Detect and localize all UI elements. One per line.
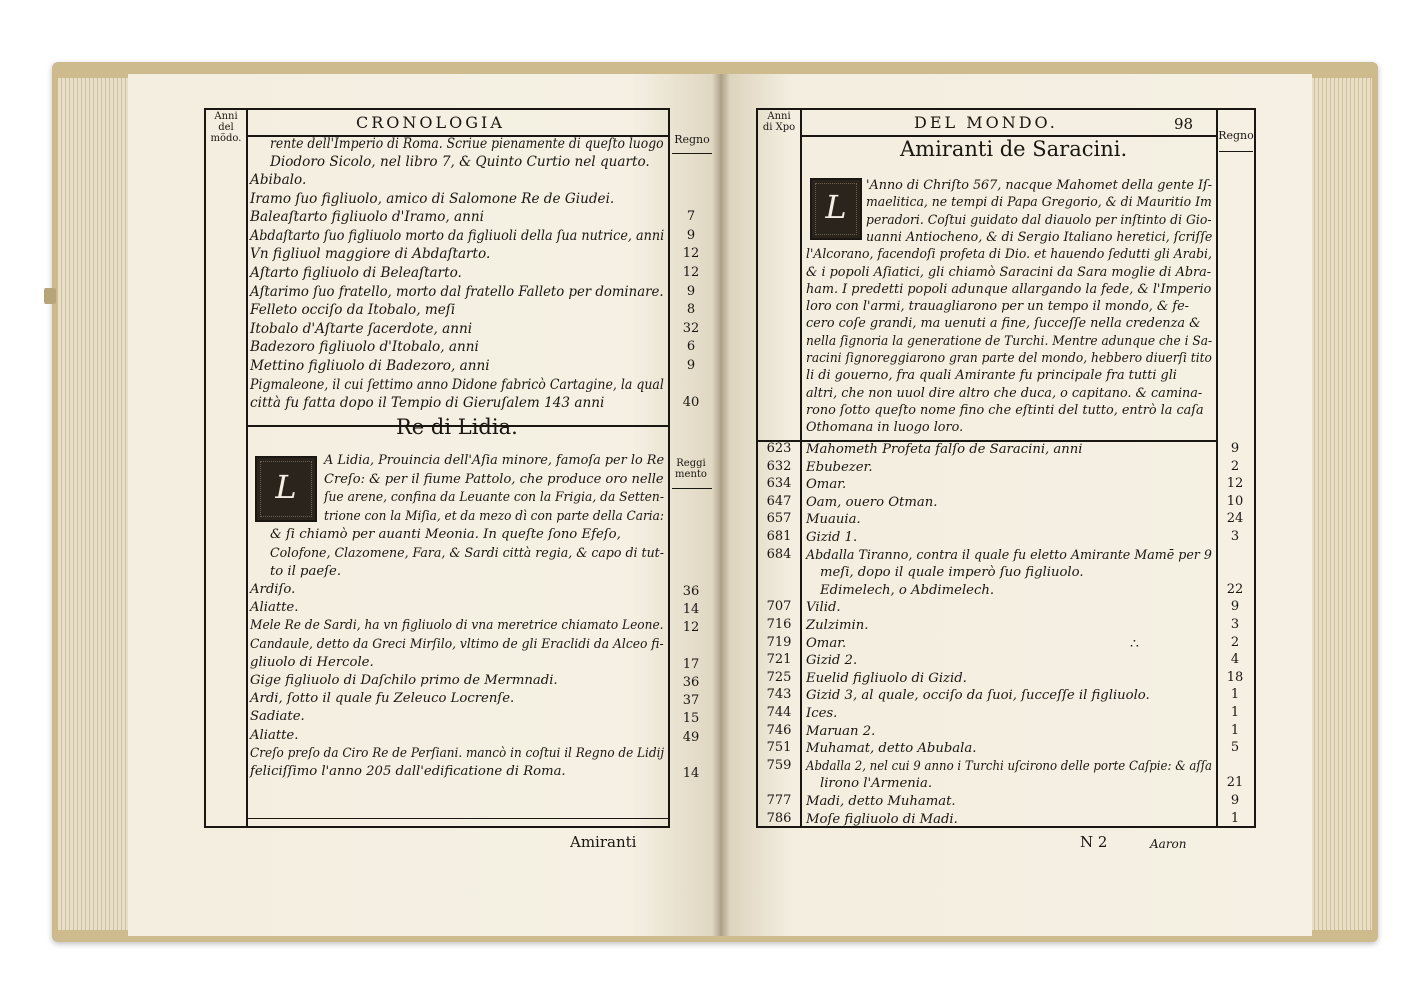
right-section-title: Amiranti de Saracini. — [900, 137, 1128, 161]
left-section-title: Re di Lidia. — [396, 415, 518, 439]
right-entry-value: 2 — [1230, 458, 1240, 474]
book-clasp — [44, 288, 56, 304]
right-paragraph-line: cero coſe grandi, ma uenuti a fine, ſucceſſe nella credenza & — [806, 316, 1201, 332]
right-top-rule — [756, 108, 1256, 110]
right-paragraph-line: li di gouerno, fra quali Amirante fu principale fra tutti gli — [806, 368, 1177, 384]
left-entry-text: Vn figliuol maggiore di Abdaſtarto. — [250, 246, 491, 263]
left-entry-text: Aſtarimo ſuo fratello, morto dal fratello Falleto per dominare. — [250, 283, 664, 300]
right-paragraph-line: & i popoli Aſiatici, gli chiamò Saracini da Sara moglie di Abra- — [806, 264, 1212, 280]
right-entry-text: lirono l'Armenia. — [820, 776, 933, 792]
right-entry-value: 2 — [1230, 634, 1240, 650]
left-paragraph-line: Colofone, Clazomene, Fara, & Sardi città regia, & capo di tut- — [270, 545, 664, 561]
left-bottom-rule-inner — [246, 818, 670, 819]
left-entry-value: 14 — [682, 766, 700, 781]
left-running-title: CRONOLOGIA — [356, 113, 505, 132]
right-entry-value: 9 — [1230, 793, 1240, 808]
left-entry-text: Mettino figliuolo di Badezoro, anni — [250, 358, 490, 374]
left-col-regno: Regno — [674, 133, 710, 146]
right-entry-text: Ebubezer. — [806, 459, 873, 475]
right-entry-year: 746 — [766, 722, 792, 738]
right-entry-year: 647 — [766, 493, 792, 509]
left-outer-rule — [204, 108, 206, 828]
right-paragraph-line: 'Anno di Chriſto 567, nacque Mahomet della gente Iſ- — [866, 178, 1213, 193]
left-entry-value: 9 — [686, 358, 696, 373]
right-page-number: 98 — [1174, 115, 1194, 133]
left-entry-value: 9 — [686, 227, 696, 243]
right-entry-text: Gizid 3, al quale, occiſo da ſuoi, ſucceſſe il figliuolo. — [806, 688, 1150, 704]
left-entry-value: 17 — [682, 656, 700, 672]
left-intro-line: rente dell'Imperio di Roma. Scriue pienamente di queſto luogo — [270, 136, 664, 152]
right-entry-text: Mahometh Profeta falſo de Saracini, anni — [806, 442, 1083, 457]
left-entry-text: Ardi, ſotto il quale fu Zeleuco Locrenſe. — [250, 691, 515, 707]
left-entry-text: Gige figliuolo di Daſchilo primo de Mermnadi. — [250, 673, 558, 688]
left-entry-text: Abibalo. — [250, 172, 307, 188]
left-entry-value: 6 — [686, 339, 696, 355]
left-entry-value: 12 — [682, 265, 700, 280]
right-entry-year: 681 — [766, 529, 792, 544]
right-margin-rule — [800, 108, 802, 828]
right-entry-year: 623 — [766, 441, 792, 456]
left-entry-text: Aliatte. — [250, 727, 299, 743]
left-entry-text: città fu fatta dopo il Tempio di Gieruſalem 143 anni — [250, 395, 605, 412]
right-entry-text: Zulzimin. — [806, 618, 869, 633]
ornament-dots: ∴ — [1130, 636, 1139, 652]
left-intro-line: Diodoro Sicolo, nel libro 7, & Quinto Curtio nel quarto. — [270, 154, 650, 170]
left-entry-text: Itobalo d'Aſtarte ſacerdote, anni — [250, 320, 473, 337]
page-edges-left — [58, 78, 128, 930]
right-entry-value: 5 — [1230, 740, 1240, 756]
left-paragraph-line: to il paeſe. — [270, 564, 342, 579]
right-entry-value: 18 — [1226, 669, 1244, 685]
right-paragraph-line: uanni Antiocheno, & di Sergio Italiano heretici, ſcriſſe — [866, 229, 1213, 245]
right-entry-year: 707 — [766, 599, 792, 615]
right-entry-text: Abdalla Tiranno, contra il quale fu eletto Amirante Mamē per 9 — [806, 547, 1212, 563]
right-entry-value: 9 — [1230, 441, 1240, 456]
left-entry-value: 12 — [682, 246, 700, 262]
right-entry-text: Ices. — [806, 706, 838, 721]
left-paragraph-line: & ſi chiamò per auanti Meonia. In queſte ſono Efeſo, — [270, 527, 621, 542]
left-paragraph-line: Creſo: & per il fiume Pattolo, che produce oro nelle — [324, 471, 664, 487]
left-entry-value: 36 — [682, 584, 700, 599]
right-col-regno-rule — [1219, 151, 1253, 152]
right-entry-year: 632 — [766, 458, 792, 474]
right-paragraph-line: maelitica, ne tempi di Papa Gregorio, & di Mauritio Im — [866, 195, 1212, 211]
left-entry-value: 32 — [682, 320, 700, 336]
right-paragraph-line: racini ſignoreggiarono gran parte del mondo, hebbero diuerſi tito — [806, 351, 1212, 366]
left-catchword: Amiranti — [570, 833, 637, 851]
right-entry-value: 1 — [1230, 810, 1240, 826]
right-entry-year: 716 — [766, 617, 792, 632]
left-paragraph-line: trione con la Miſia, et da mezo dì con parte della Caria: — [324, 508, 664, 524]
right-paragraph-line: peradori. Coſtui guidato dal diauolo per inſtinto di Gio- — [866, 212, 1212, 228]
right-entry-value: 24 — [1226, 511, 1244, 527]
right-entry-year: 743 — [766, 687, 792, 703]
right-paragraph-line: rono ſotto queſto nome fino che eſtinti del tutto, entrò la caſa — [806, 402, 1204, 418]
right-entry-text: meſi, dopo il quale imperò ſuo figliuolo. — [820, 565, 1084, 581]
right-entry-text: Moſe figliuolo di Madi. — [806, 811, 958, 827]
left-entry-text: Mele Re de Sardi, ha vn figliuolo di vna meretrice chiamato Leone. — [250, 618, 664, 634]
left-entry-text: Pigmaleone, il cui ſettimo anno Didone fabricò Cartagine, la qual — [250, 376, 664, 393]
right-running-title: DEL MONDO. — [914, 113, 1058, 132]
right-entry-value: 9 — [1230, 599, 1240, 615]
book-gutter — [712, 74, 730, 936]
right-entry-text: Omar. — [806, 477, 847, 493]
right-entry-text: Muauia. — [806, 512, 861, 528]
right-entry-year: 634 — [766, 476, 792, 492]
right-entry-text: Madi, detto Muhamat. — [806, 794, 956, 809]
left-entry-text: Iramo ſuo figliuolo, amico di Salomone Re de Giudei. — [250, 190, 615, 207]
left-entry-value: 9 — [686, 283, 696, 299]
right-entry-value: 21 — [1226, 775, 1244, 791]
right-entry-year: 684 — [766, 546, 792, 562]
left-entry-text: Abdaſtarto ſuo figliuolo morto da figliuoli della ſua nutrice, anni — [250, 227, 665, 244]
left-entry-text: Ardiſo. — [250, 582, 296, 597]
right-outer-rule — [756, 108, 758, 828]
right-entry-value: 12 — [1226, 476, 1244, 492]
right-entry-value: 3 — [1230, 617, 1240, 632]
right-entry-year: 777 — [766, 793, 792, 808]
right-paragraph-line: loro con l'armi, trauagliarono per un tempo il mondo, & fe- — [806, 299, 1189, 315]
right-entry-text: Omar. — [806, 635, 847, 651]
right-col-regno: Regno — [1218, 129, 1254, 142]
right-entry-text: Abdalla 2, nel cui 9 anno i Turchi uſcirono delle porte Caſpie: & aſſa — [806, 758, 1213, 774]
right-entry-year: 657 — [766, 511, 792, 527]
right-entry-value: 3 — [1230, 529, 1240, 544]
left-margin-rule — [246, 108, 248, 828]
left-paragraph-line: ſue arene, confina da Leuante con la Frigia, da Setten- — [324, 490, 664, 505]
right-margin-header: Anni di Xpo — [762, 111, 796, 133]
right-entry-year: 744 — [766, 705, 792, 720]
left-entry-text: gliuolo di Hercole. — [250, 654, 374, 670]
right-entry-value: 10 — [1226, 493, 1244, 509]
left-drop-cap: L — [255, 456, 317, 522]
right-paragraph-line: nella ſignoria la generatione de Turchi. Mentre adunque che i Sa- — [806, 333, 1213, 349]
left-col-reggimento: Reggi mento — [675, 458, 707, 480]
right-entry-value: 1 — [1230, 722, 1240, 738]
right-entry-text: Oam, ouero Otman. — [806, 494, 938, 510]
left-entry-text: Creſo preſo da Ciro Re de Perſiani. mancò in coſtui il Regno de Lidij — [250, 745, 665, 761]
right-paragraph-line: ham. I predetti popoli adunque allargando la fede, & l'Imperio — [806, 281, 1212, 297]
right-catchword: Aaron — [1150, 837, 1187, 851]
right-paragraph-line: l'Alcorano, facendoſi profeta di Dio. et hauendo ſedutti gli Arabi, — [806, 247, 1212, 263]
left-paragraph-line: A Lidia, Prouincia dell'Aſia minore, famoſa per lo Re — [324, 453, 665, 468]
right-paragraph-line: altri, che non uuol dire altro che duca, o capitano. & camina- — [806, 385, 1203, 401]
right-entry-year: 719 — [766, 634, 792, 650]
right-entry-value: 22 — [1226, 581, 1244, 597]
left-entry-value: 49 — [682, 729, 700, 745]
right-entry-year: 725 — [766, 669, 792, 685]
right-entry-value: 4 — [1230, 652, 1240, 668]
left-entry-text: Aſtarto figliuolo di Beleaſtarto. — [250, 265, 462, 281]
right-drop-cap: L — [810, 178, 862, 240]
right-entry-text: Gizid 2. — [806, 653, 858, 669]
right-entry-year: 759 — [766, 757, 792, 773]
left-entry-value: 40 — [682, 395, 700, 411]
left-entry-text: Felleto occiſo da Itobalo, meſi — [250, 302, 456, 319]
right-signature: N 2 — [1080, 833, 1108, 851]
left-bottom-rule — [204, 826, 670, 828]
right-paragraph-line: Othomana in luogo loro. — [806, 420, 964, 436]
page-edges-right — [1302, 78, 1372, 930]
left-entry-value: 7 — [686, 209, 696, 225]
left-entry-text: Aliatte. — [250, 600, 299, 616]
right-entry-text: Vilid. — [806, 600, 841, 616]
left-margin-header: Anni del mõdo. — [210, 111, 242, 144]
right-entry-year: 721 — [766, 652, 792, 668]
right-entry-year: 786 — [766, 810, 792, 826]
right-entry-value: 1 — [1230, 687, 1240, 703]
right-entry-value: 1 — [1230, 705, 1240, 720]
right-entry-text: Gizid 1. — [806, 530, 858, 545]
left-entry-value: 15 — [682, 711, 700, 727]
left-col-reggimento-rule — [672, 488, 712, 489]
right-entry-text: Euelid figliuolo di Gizid. — [806, 670, 967, 686]
left-col-regno-rule — [672, 153, 712, 154]
left-entry-text: Candaule, detto da Greci Mirſilo, vltimo de gli Eraclidi da Alceo fi- — [250, 636, 664, 652]
left-entry-text: Baleaſtarto figliuolo d'Iramo, anni — [250, 209, 485, 226]
left-entry-value: 12 — [682, 620, 700, 636]
left-entry-text: Badezoro figliuolo d'Itobalo, anni — [250, 339, 479, 356]
left-entry-value: 8 — [686, 302, 696, 318]
right-entry-text: Muhamat, detto Abubala. — [806, 741, 977, 757]
left-entry-value: 37 — [682, 693, 700, 709]
left-top-rule — [204, 108, 670, 110]
right-entry-text: Maruan 2. — [806, 723, 876, 739]
right-right-rule — [1254, 108, 1256, 828]
left-entry-text: feliciſſimo l'anno 205 dall'edificatione di Roma. — [250, 764, 566, 779]
right-entry-text: Edimelech, o Abdimelech. — [820, 582, 995, 598]
right-entry-year: 751 — [766, 740, 792, 756]
left-entry-text: Sadiate. — [250, 709, 305, 725]
left-entry-value: 36 — [682, 675, 700, 690]
left-entry-value: 14 — [682, 602, 700, 618]
